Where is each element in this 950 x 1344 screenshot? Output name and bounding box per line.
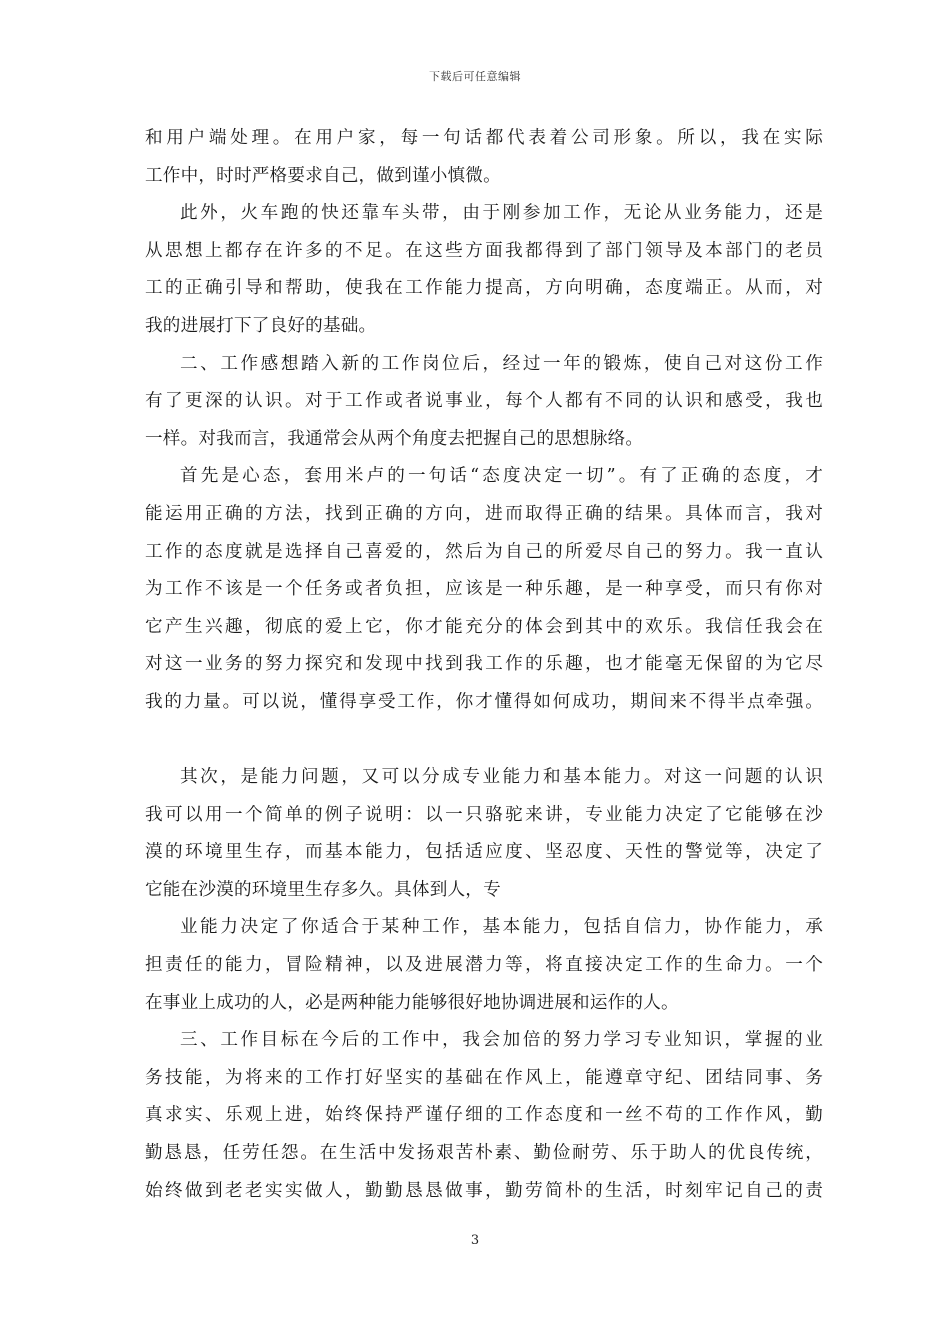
text-line: 工的正确引导和帮助，使我在工作能力提高，方向明确，态度端正。从而，对	[145, 278, 823, 299]
text-line: 此外，火车跑的快还靠车头带，由于刚参加工作，无论从业务能力，还是	[180, 203, 823, 224]
text-line: 我可以用一个简单的例子说明：以一只骆驼来讲，专业能力决定了它能够在沙	[145, 804, 823, 825]
text-line: 务技能，为将来的工作打好坚实的基础在作风上，能遵章守纪、团结同事、务	[145, 1067, 823, 1088]
text-line: 它能在沙漠的环境里生存多久。具体到人，专	[145, 879, 501, 900]
text-line: 工作中，时时严格要求自己，做到谨小慎微。	[145, 165, 501, 186]
text-line: 为工作不该是一个任务或者负担，应该是一种乐趣，是一种享受，而只有你对	[145, 579, 823, 600]
text-line: 从思想上都存在许多的不足。在这些方面我都得到了部门领导及本部门的老员	[145, 240, 823, 261]
text-line: 业能力决定了你适合于某种工作，基本能力，包括自信力，协作能力，承	[180, 917, 823, 938]
text-line: 我的进展打下了良好的基础。	[145, 315, 377, 336]
page-number: 3	[470, 1233, 480, 1248]
text-line: 首先是心态，套用米卢的一句话“态度决定一切”。有了正确的态度，才	[180, 466, 823, 487]
page-header: 下载后可任意编辑	[429, 70, 521, 83]
text-line: 真求实、乐观上进，始终保持严谨仔细的工作态度和一丝不苟的工作作风，勤	[145, 1105, 823, 1126]
text-line: 其次，是能力问题，又可以分成专业能力和基本能力。对这一问题的认识	[180, 767, 823, 788]
text-line: 漠的环境里生存，而基本能力，包括适应度、坚忍度、天性的警觉等，决定了	[145, 842, 823, 863]
text-line: 始终做到老老实实做人，勤勤恳恳做事，勤劳简朴的生活，时刻牢记自己的责	[145, 1180, 823, 1201]
text-line: 担责任的能力，冒险精神，以及进展潜力等，将直接决定工作的生命力。一个	[145, 955, 823, 976]
text-line: 勤恳恳，任劳任怨。在生活中发扬艰苦朴素、勤俭耐劳、乐于助人的优良传统，	[145, 1143, 823, 1164]
text-line: 工作的态度就是选择自己喜爱的，然后为自己的所爱尽自己的努力。我一直认	[145, 541, 823, 562]
document-body	[145, 120, 823, 1210]
text-line: 三、工作目标在今后的工作中，我会加倍的努力学习专业知识，掌握的业	[180, 1030, 823, 1051]
text-line: 我的力量。可以说，懂得享受工作，你才懂得如何成功，期间来不得半点牵强。	[145, 691, 823, 712]
text-line: 二、工作感想踏入新的工作岗位后，经过一年的锻炼，使自己对这份工作	[180, 353, 823, 374]
text-line: 能运用正确的方法，找到正确的方向，进而取得正确的结果。具体而言，我对	[145, 503, 823, 524]
paragraph-gap	[145, 722, 823, 760]
text-line: 有了更深的认识。对于工作或者说事业，每个人都有不同的认识和感受，我也	[145, 391, 823, 412]
text-line: 对这一业务的努力探究和发现中找到我工作的乐趣，也才能毫无保留的为它尽	[145, 654, 823, 675]
text-line: 在事业上成功的人，必是两种能力能够很好地协调进展和运作的人。	[145, 992, 679, 1013]
text-line: 和用户端处理。在用户家，每一句话都代表着公司形象。所以，我在实际	[145, 128, 823, 148]
text-line: 一样。对我而言，我通常会从两个角度去把握自己的思想脉络。	[145, 428, 644, 449]
text-line: 它产生兴趣，彻底的爱上它，你才能充分的体会到其中的欢乐。我信任我会在	[145, 616, 823, 637]
